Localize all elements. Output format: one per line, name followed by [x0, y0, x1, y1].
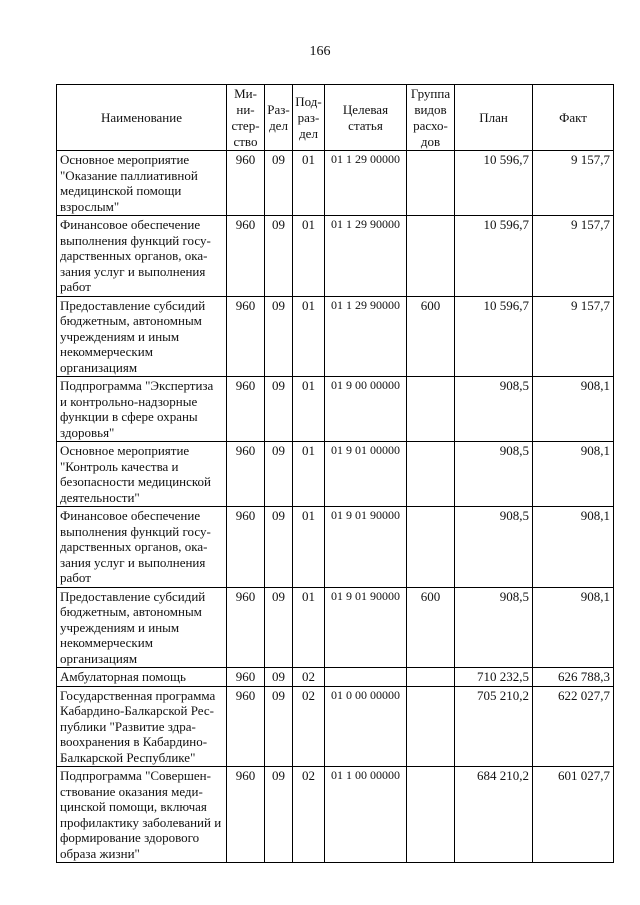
- cell-section: 09: [265, 296, 293, 377]
- cell-ministry: 960: [227, 686, 265, 767]
- cell-section: 09: [265, 668, 293, 687]
- page-number: 166: [309, 44, 331, 59]
- cell-name: Финансовое обеспечение выполнения функций госу-дарственных органов, ока-зания услуг и выполнения работ: [57, 216, 227, 297]
- cell-target: 01 1 00 00000: [325, 767, 407, 863]
- cell-fact: 908,1: [533, 442, 614, 507]
- header-group: Группа видов расхо-дов: [407, 85, 455, 151]
- cell-ministry: 960: [227, 668, 265, 687]
- cell-target: 01 9 01 00000: [325, 442, 407, 507]
- cell-plan: 705 210,2: [455, 686, 533, 767]
- cell-group: [407, 442, 455, 507]
- cell-group: [407, 686, 455, 767]
- cell-group: [407, 151, 455, 216]
- cell-subsection: 02: [293, 767, 325, 863]
- cell-fact: 908,1: [533, 587, 614, 668]
- cell-subsection: 01: [293, 216, 325, 297]
- budget-table: [56, 84, 614, 863]
- cell-ministry: 960: [227, 296, 265, 377]
- cell-subsection: 01: [293, 587, 325, 668]
- cell-section: 09: [265, 377, 293, 442]
- cell-group: [407, 668, 455, 687]
- cell-section: 09: [265, 151, 293, 216]
- cell-ministry: 960: [227, 442, 265, 507]
- cell-name: Подпрограмма "Совершен-ствование оказания меди-цинской помощи, включая профилактику заболеваний и формирование здорового образа жизни": [57, 767, 227, 863]
- cell-subsection: 01: [293, 296, 325, 377]
- table-row: [57, 296, 614, 377]
- cell-target: 01 0 00 00000: [325, 686, 407, 767]
- cell-ministry: 960: [227, 216, 265, 297]
- table-row: [57, 686, 614, 767]
- cell-ministry: 960: [227, 587, 265, 668]
- cell-group: [407, 216, 455, 297]
- cell-subsection: 01: [293, 507, 325, 588]
- cell-group: 600: [407, 296, 455, 377]
- cell-ministry: 960: [227, 507, 265, 588]
- cell-group: 600: [407, 587, 455, 668]
- cell-name: Основное мероприятие "Оказание паллиативной медицинской помощи взрослым": [57, 151, 227, 216]
- table-row: [57, 216, 614, 297]
- cell-fact: 9 157,7: [533, 216, 614, 297]
- cell-fact: 626 788,3: [533, 668, 614, 687]
- cell-fact: 9 157,7: [533, 296, 614, 377]
- table-row: [57, 507, 614, 588]
- cell-target: 01 1 29 90000: [325, 296, 407, 377]
- header-ministry: Ми-ни-стер-ство: [227, 85, 265, 151]
- cell-name: Амбулаторная помощь: [57, 668, 227, 687]
- cell-subsection: 02: [293, 686, 325, 767]
- cell-name: Предоставление субсидий бюджетным, автономным учреждениям и иным некоммерческим организациям: [57, 587, 227, 668]
- cell-section: 09: [265, 216, 293, 297]
- cell-section: 09: [265, 686, 293, 767]
- header-target: Целевая статья: [325, 85, 407, 151]
- table-row: [57, 767, 614, 863]
- cell-subsection: 01: [293, 377, 325, 442]
- cell-target: 01 1 29 00000: [325, 151, 407, 216]
- cell-target: 01 1 29 90000: [325, 216, 407, 297]
- cell-plan: 908,5: [455, 587, 533, 668]
- header-subsection: Под-раз-дел: [293, 85, 325, 151]
- cell-subsection: 02: [293, 668, 325, 687]
- cell-name: Подпрограмма "Экспертиза и контрольно-надзорные функции в сфере охраны здоровья": [57, 377, 227, 442]
- table-row: [57, 587, 614, 668]
- cell-name: Предоставление субсидий бюджетным, автономным учреждениям и иным некоммерческим организациям: [57, 296, 227, 377]
- header-plan: План: [455, 85, 533, 151]
- cell-plan: 908,5: [455, 507, 533, 588]
- cell-fact: 601 027,7: [533, 767, 614, 863]
- cell-name: Основное мероприятие "Контроль качества и безопасности медицинской деятельности": [57, 442, 227, 507]
- cell-fact: 622 027,7: [533, 686, 614, 767]
- cell-section: 09: [265, 767, 293, 863]
- header-fact: Факт: [533, 85, 614, 151]
- table-row: [57, 442, 614, 507]
- cell-section: 09: [265, 587, 293, 668]
- cell-subsection: 01: [293, 442, 325, 507]
- cell-plan: 908,5: [455, 442, 533, 507]
- cell-section: 09: [265, 507, 293, 588]
- cell-target: [325, 668, 407, 687]
- cell-ministry: 960: [227, 377, 265, 442]
- table-row: [57, 377, 614, 442]
- cell-target: 01 9 01 90000: [325, 507, 407, 588]
- cell-plan: 684 210,2: [455, 767, 533, 863]
- cell-group: [407, 507, 455, 588]
- cell-ministry: 960: [227, 767, 265, 863]
- cell-fact: 908,1: [533, 377, 614, 442]
- cell-plan: 10 596,7: [455, 216, 533, 297]
- cell-group: [407, 377, 455, 442]
- cell-plan: 710 232,5: [455, 668, 533, 687]
- cell-ministry: 960: [227, 151, 265, 216]
- cell-target: 01 9 01 90000: [325, 587, 407, 668]
- header-row: [57, 85, 614, 151]
- cell-section: 09: [265, 442, 293, 507]
- header-name: Наименование: [57, 85, 227, 151]
- cell-group: [407, 767, 455, 863]
- cell-fact: 9 157,7: [533, 151, 614, 216]
- cell-plan: 10 596,7: [455, 296, 533, 377]
- cell-fact: 908,1: [533, 507, 614, 588]
- cell-subsection: 01: [293, 151, 325, 216]
- cell-name: Финансовое обеспечение выполнения функций госу-дарственных органов, ока-зания услуг и выполнения работ: [57, 507, 227, 588]
- cell-target: 01 9 00 00000: [325, 377, 407, 442]
- table-row: [57, 668, 614, 687]
- cell-plan: 10 596,7: [455, 151, 533, 216]
- cell-plan: 908,5: [455, 377, 533, 442]
- table-row: [57, 151, 614, 216]
- cell-name: Государственная программа Кабардино-Балкарской Рес-публики "Развитие здра-воохранения в Кабардино-Балкарской Республике": [57, 686, 227, 767]
- header-section: Раз-дел: [265, 85, 293, 151]
